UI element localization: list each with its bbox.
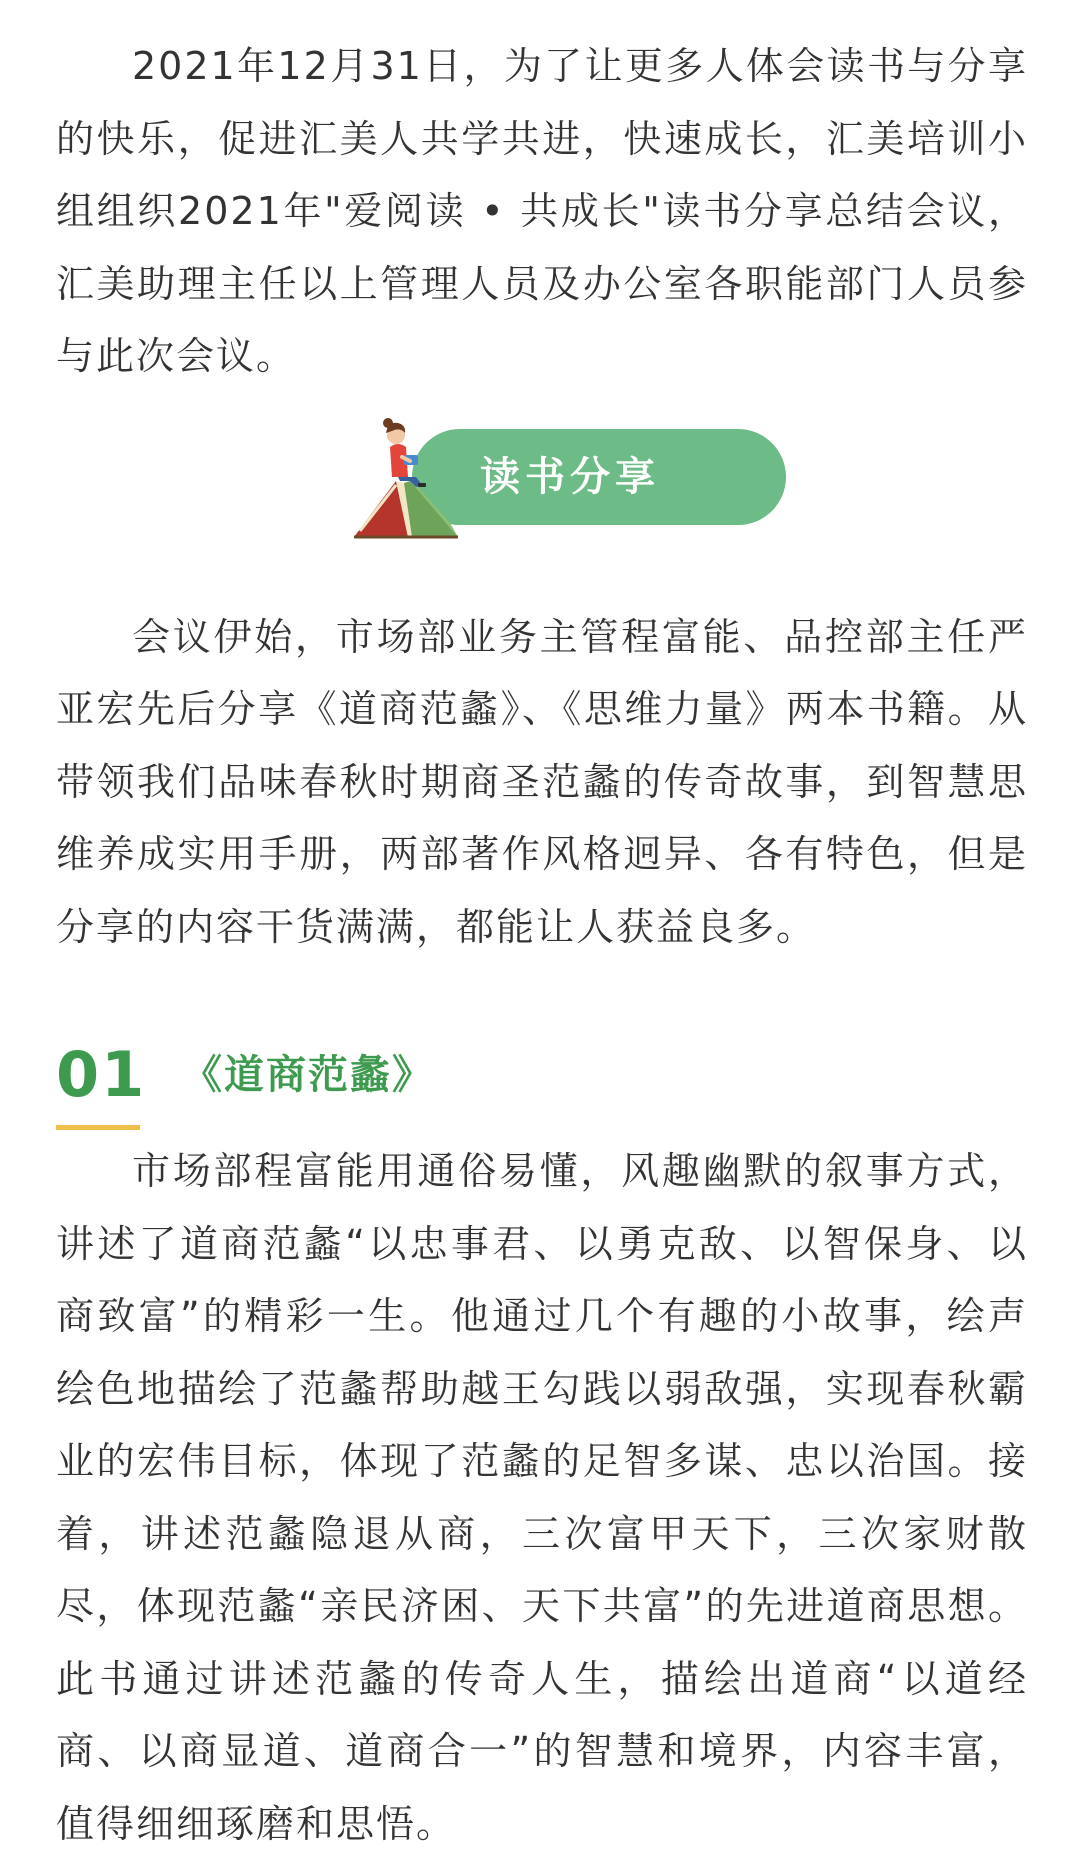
banner-label: 读书分享 (480, 453, 660, 500)
section-number-underline (56, 1125, 140, 1130)
section-number: 01 (56, 1038, 147, 1111)
section-body-paragraph: 市场部程富能用通俗易懂，风趣幽默的叙事方式，讲述了道商范蠡“以忠事君、以勇克敌、以智保身、以商致富”的精彩一生。他通过几个有趣的小故事，绘声绘色地描绘了范蠡帮助越王勾践以弱敌强，实现春秋霸业的宏伟目标，体现了范蠡的足智多谋、忠以治国。接着，讲述范蠡隐退从商，三次富甲天下，三次家财散尽，体现范蠡“亲民济困、天下共富”的先进道商思想。此书通过讲述范蠡的传奇人生，描绘出道商“以道经商、以商显道、道商合一”的智慧和境界，内容丰富，值得细细琢磨和思悟。 (56, 1149, 1028, 1846)
section-title: 《道商范蠡》 (182, 1052, 434, 1098)
section-header (56, 1035, 1028, 1135)
reading-girl-on-book-icon (346, 407, 466, 543)
reading-share-banner (56, 407, 1028, 547)
intro-paragraph: 2021年12月31日，为了让更多人体会读书与分享的快乐，促进汇美人共学共进，快速成长，汇美培训小组组织2021年"爱阅读 • 共成长"读书分享总结会议，汇美助理主任以上管理人员及办公室各职能部门人员参与此次会议。 (56, 44, 1028, 378)
meeting-paragraph: 会议伊始，市场部业务主管程富能、品控部主任严亚宏先后分享《道商范蠡》、《思维力量》两本书籍。从带领我们品味春秋时期商圣范蠡的传奇故事，到智慧思维养成实用手册，两部著作风格迥异、各有特色，但是分享的内容干货满满，都能让人获益良多。 (56, 614, 1028, 949)
article (56, 30, 1028, 1860)
